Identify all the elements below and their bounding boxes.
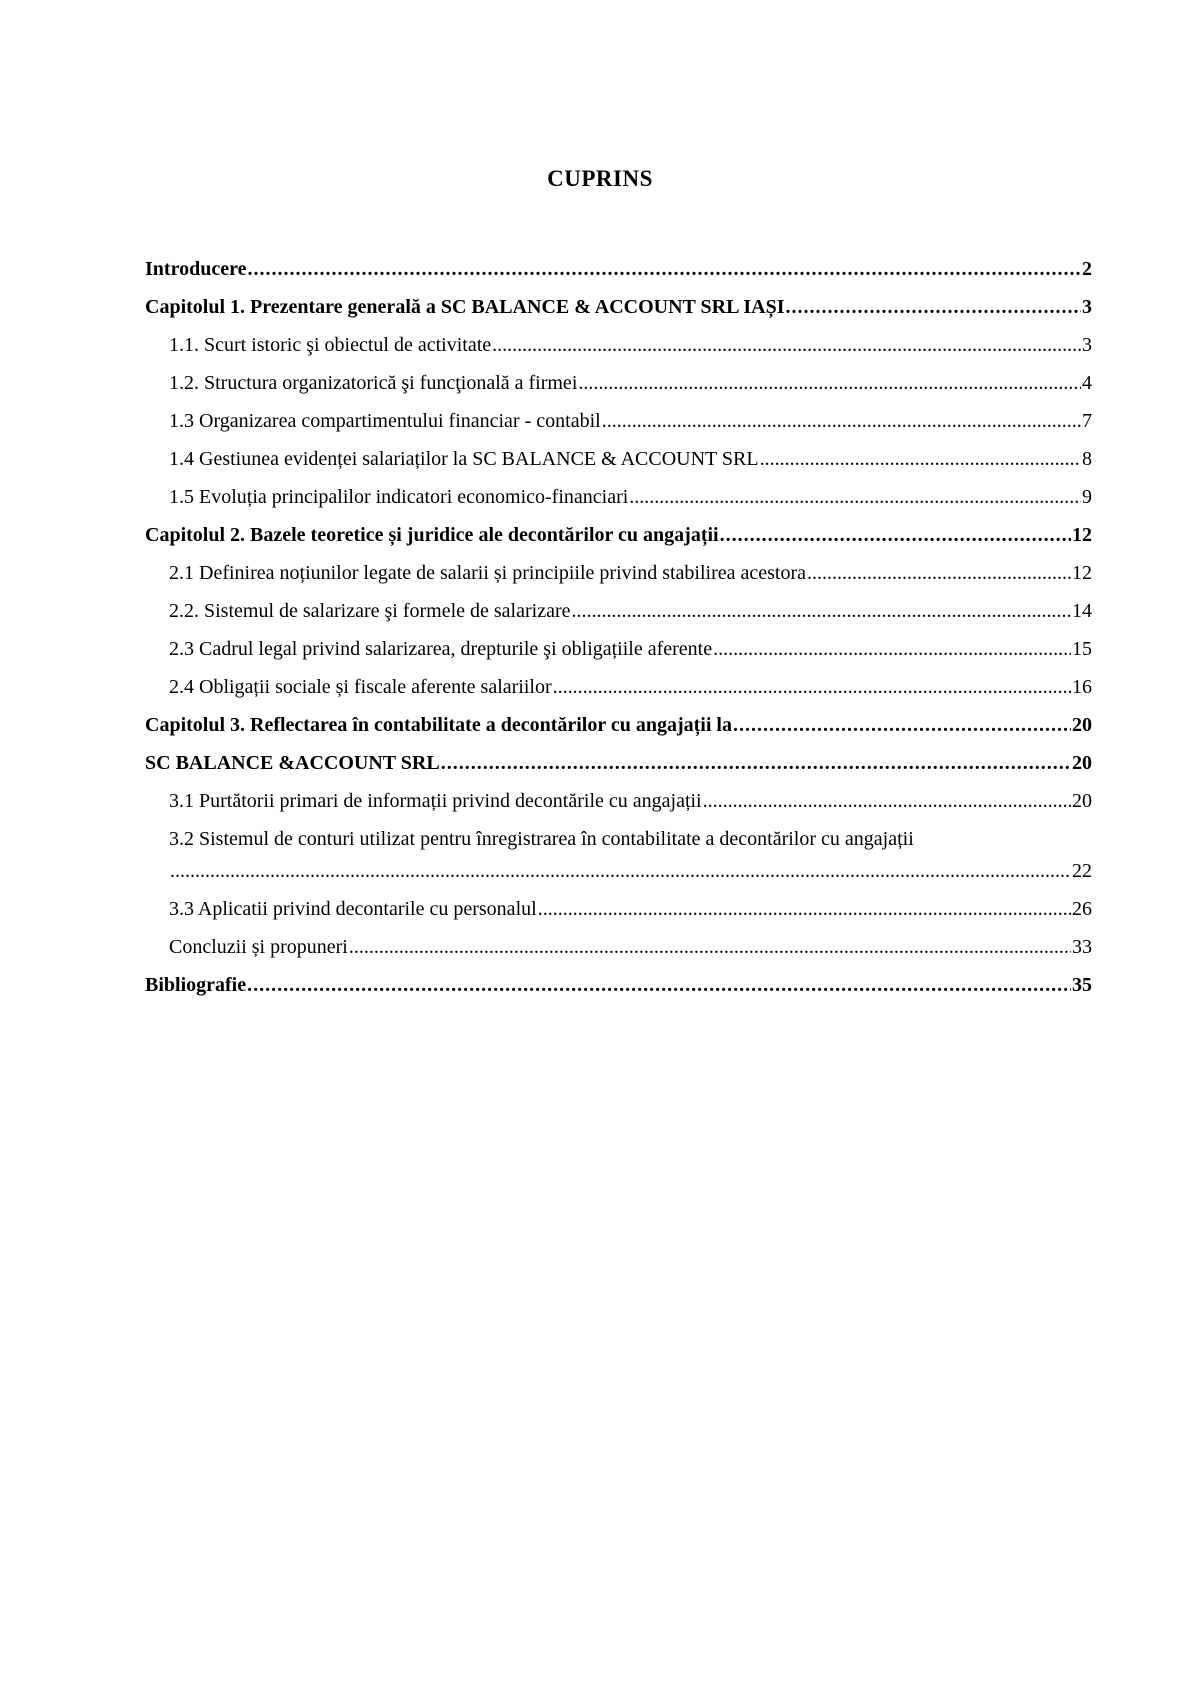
toc-entry-page: 16 (1072, 676, 1092, 698)
toc-entry-concluzii[interactable] (145, 936, 1092, 974)
toc-entry-page: 12 (1072, 562, 1092, 584)
toc-entry-page: 2 (1082, 258, 1092, 280)
dot-leader (578, 372, 1081, 395)
toc-entry-label: 2.2. Sistemul de salarizare şi formele de salarizare (169, 600, 571, 622)
dot-leader (538, 898, 1071, 921)
toc-entry-label: 1.5 Evoluția principalilor indicatori economico-financiari (169, 486, 629, 508)
dot-leader (170, 860, 1071, 883)
toc-entry-bibliografie[interactable] (145, 974, 1092, 1012)
toc-entry-3-2[interactable] (145, 828, 1092, 898)
toc-entry-label: 1.3 Organizarea compartimentului financiar - contabil (169, 410, 601, 432)
toc-entry-1-4[interactable] (145, 448, 1092, 486)
toc-entry-label: 1.1. Scurt istoric şi obiectul de activitate (169, 334, 492, 356)
table-of-contents (145, 258, 1092, 1012)
dot-leader (629, 486, 1081, 509)
page-title: CUPRINS (547, 166, 653, 191)
toc-entry-introducere[interactable] (145, 258, 1092, 296)
toc-entry-label: Bibliografie (145, 974, 247, 996)
toc-entry-1-5[interactable] (145, 486, 1092, 524)
toc-entry-page: 7 (1082, 410, 1092, 432)
toc-entry-page: 8 (1082, 448, 1092, 470)
toc-entry-label: Capitolul 1. Prezentare generală a SC BALANCE & ACCOUNT SRL IAȘI (145, 296, 785, 318)
toc-entry-capitolul-2[interactable] (145, 524, 1092, 562)
toc-entry-2-3[interactable] (145, 638, 1092, 676)
toc-entry-page: 12 (1072, 524, 1092, 546)
dot-leader (553, 676, 1071, 699)
toc-entry-label: Capitolul 3. Reflectarea în contabilitate a decontărilor cu angajații la (145, 714, 732, 736)
toc-entry-page: 22 (1072, 860, 1092, 882)
toc-entry-page: 14 (1072, 600, 1092, 622)
dot-leader (760, 448, 1081, 471)
dot-leader (572, 600, 1072, 623)
toc-entry-label: 3.2 Sistemul de conturi utilizat pentru înregistrarea în contabilitate a decontărilor cu angajații (169, 828, 914, 850)
toc-entry-page: 20 (1072, 790, 1092, 812)
toc-entry-label: 1.4 Gestiunea evidenței salariaților la SC BALANCE & ACCOUNT SRL (169, 448, 759, 470)
dot-leader (720, 524, 1071, 547)
toc-entry-label: 2.4 Obligații sociale și fiscale aferente salariilor (169, 676, 552, 698)
dot-leader (703, 790, 1071, 813)
toc-entry-capitolul-3-continued[interactable] (145, 752, 1092, 790)
toc-entry-3-1[interactable] (145, 790, 1092, 828)
toc-entry-3-3[interactable] (145, 898, 1092, 936)
dot-leader (733, 714, 1071, 737)
toc-entry-page: 9 (1082, 486, 1092, 508)
toc-entry-label: 3.1 Purtătorii primari de informații privind decontările cu angajații (169, 790, 702, 812)
dot-leader (807, 562, 1071, 585)
toc-entry-page: 4 (1082, 372, 1092, 394)
toc-entry-1-1[interactable] (145, 334, 1092, 372)
toc-entry-page: 3 (1082, 334, 1092, 356)
toc-entry-continuation (169, 860, 1092, 898)
toc-entry-1-2[interactable] (145, 372, 1092, 410)
toc-entry-1-3[interactable] (145, 410, 1092, 448)
dot-leader (713, 638, 1071, 661)
toc-entry-capitolul-1[interactable] (145, 296, 1092, 334)
toc-entry-2-2[interactable] (145, 600, 1092, 638)
dot-leader (247, 258, 1081, 281)
dot-leader (492, 334, 1081, 357)
toc-entry-label: Introducere (145, 258, 247, 280)
toc-entry-label: 2.1 Definirea noțiunilor legate de salarii și principiile privind stabilirea acestora (169, 562, 807, 584)
dot-leader (247, 974, 1071, 997)
toc-entry-page: 20 (1072, 714, 1092, 736)
toc-entry-page: 26 (1072, 898, 1092, 920)
toc-entry-label: Concluzii și propuneri (169, 936, 348, 958)
dot-leader (349, 936, 1071, 959)
toc-entry-2-4[interactable] (145, 676, 1092, 714)
toc-entry-page: 33 (1072, 936, 1092, 958)
toc-entry-label: Capitolul 2. Bazele teoretice și juridice ale decontărilor cu angajații (145, 524, 719, 546)
dot-leader (602, 410, 1081, 433)
dot-leader (785, 296, 1081, 319)
toc-entry-page: 3 (1082, 296, 1092, 318)
toc-entry-label: 2.3 Cadrul legal privind salarizarea, drepturile şi obligațiile aferente (169, 638, 713, 660)
dot-leader (441, 752, 1071, 775)
toc-entry-label: SC BALANCE &ACCOUNT SRL (145, 752, 440, 774)
toc-entry-page: 15 (1072, 638, 1092, 660)
toc-entry-capitolul-3[interactable] (145, 714, 1092, 752)
toc-entry-page: 35 (1072, 974, 1092, 996)
toc-entry-label: 1.2. Structura organizatorică şi funcţională a firmei (169, 372, 578, 394)
toc-entry-page: 20 (1072, 752, 1092, 774)
toc-entry-label: 3.3 Aplicatii privind decontarile cu personalul (169, 898, 537, 920)
toc-entry-2-1[interactable] (145, 562, 1092, 600)
